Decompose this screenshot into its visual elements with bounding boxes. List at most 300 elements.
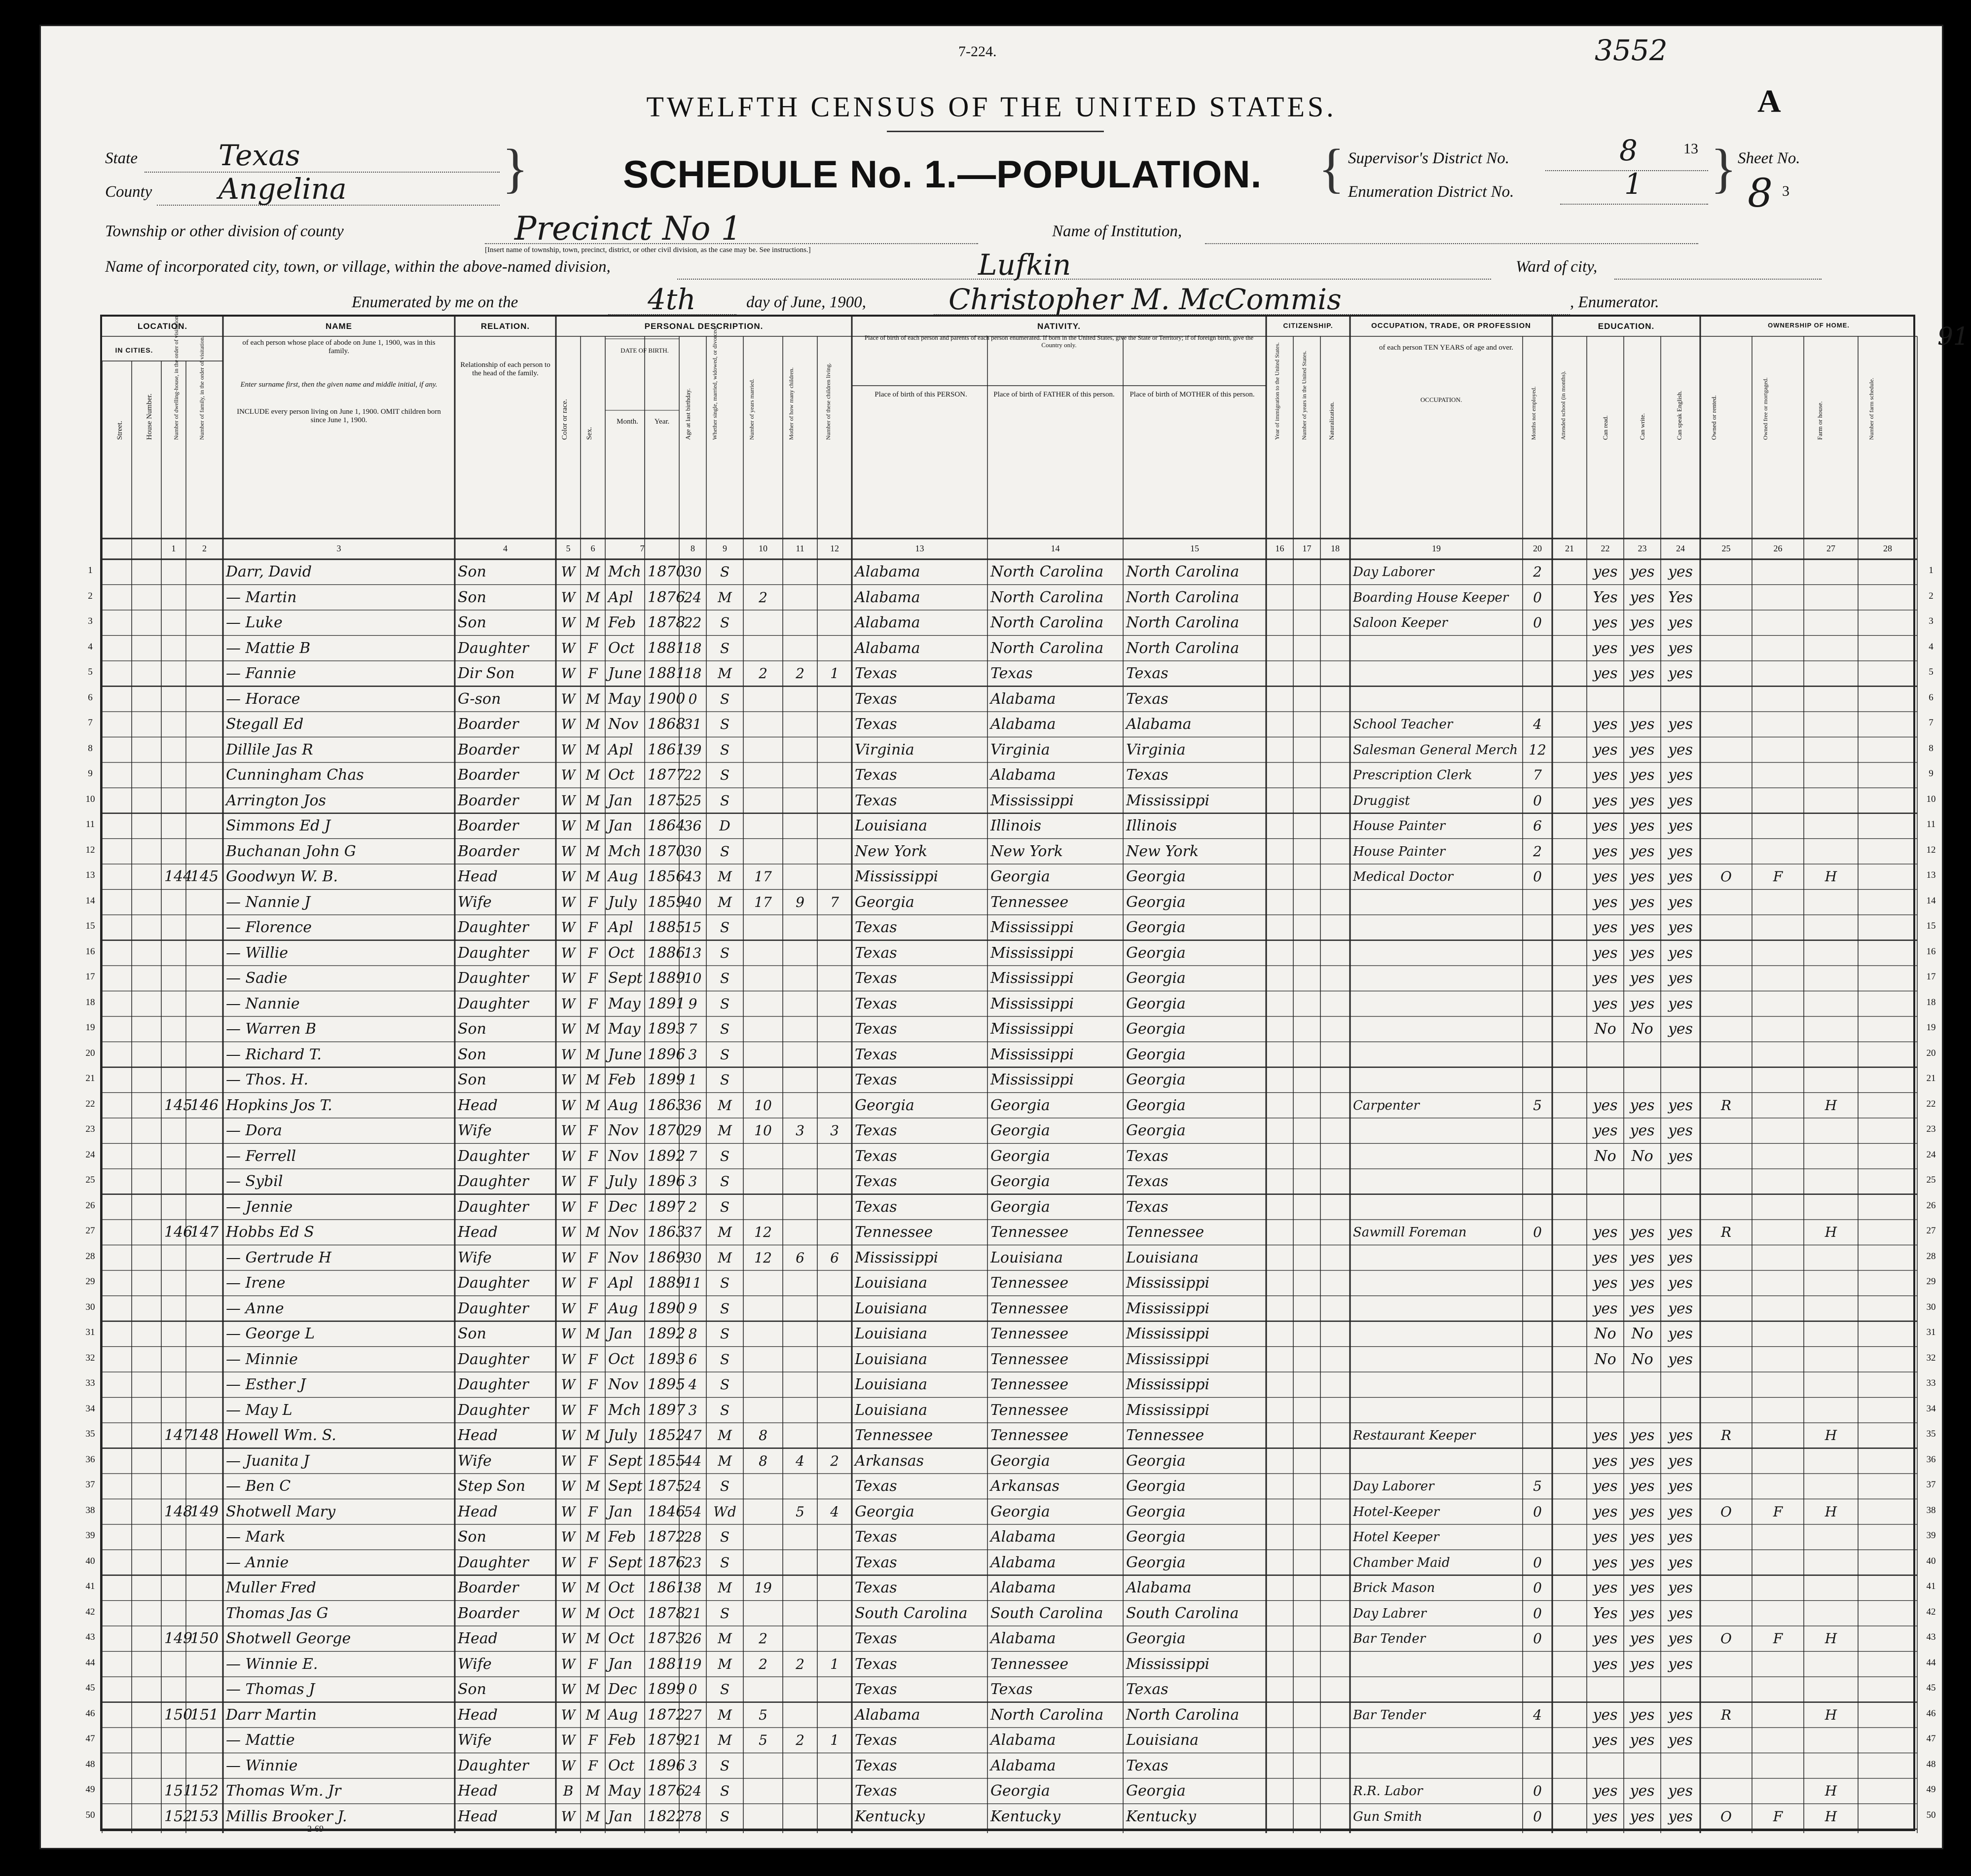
family-number: 151: [190, 1706, 219, 1724]
can-read: yes: [1593, 970, 1618, 987]
relation: Daughter: [458, 944, 529, 962]
birthplace-father: Mississippi: [990, 1020, 1074, 1038]
row-number: 50: [85, 1809, 95, 1820]
person-name: — Winnie: [226, 1757, 298, 1774]
color: W: [561, 1452, 576, 1469]
footer-code: 2-69: [307, 1824, 324, 1834]
birth-year: 1890: [648, 1299, 686, 1317]
birth-year: 1891: [648, 995, 686, 1012]
birthplace-father: Alabama: [990, 716, 1056, 733]
family-number: 147: [190, 1224, 219, 1241]
marital-status: S: [720, 1021, 730, 1037]
occupation: Medical Doctor: [1353, 869, 1454, 884]
marital-status: S: [720, 640, 730, 656]
marital-status: M: [718, 1097, 732, 1114]
can-read: yes: [1593, 944, 1618, 962]
age: 54: [684, 1503, 702, 1520]
years-married: 10: [754, 1097, 772, 1114]
row-number-right: 50: [1926, 1809, 1936, 1820]
row-number: 12: [85, 844, 95, 855]
birthplace-person: Texas: [855, 1782, 897, 1800]
column-number: 25: [1721, 543, 1731, 553]
row-number: 3: [88, 616, 93, 626]
row-number-right: 18: [1926, 997, 1936, 1008]
birthplace-father: Georgia: [990, 1147, 1050, 1165]
birthplace-father: Arkansas: [990, 1478, 1060, 1495]
children-living: 6: [830, 1249, 839, 1266]
hdr-relation-desc: Relationship of each person to the head of the family.: [460, 361, 550, 377]
birthplace-father: Mississippi: [990, 792, 1074, 809]
sex: F: [588, 1503, 598, 1520]
row-number: 17: [85, 972, 95, 982]
sex: F: [588, 995, 598, 1012]
can-write: yes: [1630, 1122, 1655, 1139]
marital-status: S: [720, 1148, 730, 1164]
hdr-years-married: Number of years married.: [748, 379, 755, 440]
can-write: yes: [1630, 588, 1655, 606]
can-write: yes: [1630, 1096, 1655, 1114]
birth-month: May: [608, 690, 641, 708]
age: 31: [684, 716, 702, 732]
birth-year: 1856: [648, 868, 686, 885]
color: W: [561, 1376, 576, 1393]
birth-month: May: [608, 1782, 641, 1800]
farm-house: H: [1825, 1808, 1837, 1825]
birth-year: 1878: [648, 1604, 686, 1622]
color: W: [561, 1478, 576, 1494]
can-read: yes: [1593, 817, 1618, 834]
birth-month: Nov: [608, 1122, 639, 1139]
birth-year: 1875: [648, 1478, 686, 1495]
can-speak: yes: [1668, 1452, 1693, 1470]
can-read: Yes: [1593, 588, 1618, 606]
supervisor-value: 8: [1619, 134, 1638, 167]
row-number: 45: [85, 1683, 95, 1693]
birth-year: 1846: [648, 1503, 686, 1520]
city-line: [677, 279, 1491, 280]
can-read: yes: [1593, 1782, 1618, 1800]
can-read: yes: [1593, 716, 1618, 733]
can-read: yes: [1593, 563, 1618, 580]
can-read: yes: [1593, 919, 1618, 936]
sex: M: [585, 614, 600, 631]
person-name: — Ferrell: [226, 1147, 296, 1165]
birth-month: Sept: [608, 1553, 643, 1571]
row-number: 1: [88, 565, 93, 576]
birth-month: July: [608, 1173, 637, 1190]
person-name: Hobbs Ed S: [226, 1224, 314, 1241]
person-name: Darr, David: [226, 563, 312, 580]
color: W: [561, 1275, 576, 1291]
occupation: Day Labrer: [1353, 1606, 1426, 1621]
sex: F: [588, 1376, 598, 1393]
birthplace-father: Georgia: [990, 1452, 1050, 1470]
sex: F: [588, 1198, 598, 1215]
birthplace-person: New York: [855, 842, 927, 860]
birthplace-father: Illinois: [990, 817, 1042, 834]
relation: Wife: [458, 1122, 492, 1139]
row-number-right: 32: [1926, 1352, 1936, 1363]
marital-status: S: [720, 1376, 730, 1393]
sex: F: [588, 665, 598, 682]
marital-status: S: [720, 919, 730, 936]
marital-status: S: [720, 1605, 730, 1622]
hdr-marital: Whether single, married, widowed, or divorced.: [711, 326, 718, 440]
birth-month: Apl: [608, 588, 633, 606]
marital-status: S: [720, 944, 730, 961]
birthplace-father: Alabama: [990, 690, 1056, 708]
birthplace-father: Mississippi: [990, 995, 1074, 1012]
row-number: 34: [85, 1403, 95, 1414]
birth-month: Jan: [608, 1807, 633, 1825]
can-speak: Yes: [1668, 588, 1693, 606]
can-read: yes: [1593, 995, 1618, 1012]
marital-status: S: [720, 970, 730, 986]
age: 47: [684, 1427, 702, 1443]
mother-of: 4: [796, 1452, 804, 1469]
months-unemployed: 0: [1533, 1580, 1542, 1596]
hdr-owned-rented: Owned or rented.: [1710, 395, 1717, 440]
birthplace-mother: Mississippi: [1126, 1325, 1210, 1342]
birth-month: Oct: [608, 1350, 635, 1368]
birthplace-person: Kentucky: [855, 1807, 925, 1825]
row-number-right: 27: [1926, 1226, 1936, 1236]
can-read: Yes: [1593, 1604, 1618, 1622]
birth-month: Apl: [608, 919, 633, 936]
birthplace-person: Texas: [855, 665, 897, 682]
relation: Wife: [458, 1452, 492, 1470]
birthplace-mother: Georgia: [1126, 1071, 1186, 1088]
supervisor-extra: 13: [1683, 141, 1698, 157]
sex: F: [588, 919, 598, 936]
marital-status: S: [720, 1351, 730, 1368]
birthplace-mother: Texas: [1126, 766, 1168, 784]
institution-label: Name of Institution,: [1052, 222, 1182, 240]
row-number-right: 7: [1929, 718, 1934, 728]
can-speak: yes: [1668, 1096, 1693, 1114]
birthplace-mother: Tennessee: [1126, 1427, 1204, 1444]
birth-month: Oct: [608, 1579, 635, 1596]
color: B: [563, 1783, 574, 1799]
birthplace-person: Texas: [855, 970, 897, 987]
relation: Head: [458, 1807, 498, 1825]
birthplace-mother: Georgia: [1126, 995, 1186, 1012]
relation: Boarder: [458, 1604, 519, 1622]
birthplace-mother: Georgia: [1126, 1122, 1186, 1139]
can-write: yes: [1630, 1782, 1655, 1800]
birthplace-father: South Carolina: [990, 1604, 1103, 1622]
person-name: Shotwell George: [226, 1630, 351, 1647]
marital-status: S: [720, 1783, 730, 1799]
age: 26: [684, 1630, 702, 1647]
relation: Daughter: [458, 1401, 529, 1419]
years-married: 17: [754, 894, 772, 910]
age: 2: [688, 1198, 697, 1215]
birthplace-mother: New York: [1126, 842, 1199, 860]
color: W: [561, 1554, 576, 1571]
row-number-right: 1: [1929, 565, 1934, 576]
birth-year: 1879: [648, 1732, 686, 1749]
children-living: 4: [830, 1503, 839, 1520]
row-number: 25: [85, 1175, 95, 1185]
relation: Head: [458, 868, 498, 885]
can-write: yes: [1630, 1274, 1655, 1292]
can-write: yes: [1630, 716, 1655, 733]
birthplace-person: Louisiana: [855, 1299, 927, 1317]
birthplace-father: Texas: [990, 665, 1033, 682]
birthplace-father: Tennessee: [990, 1350, 1069, 1368]
birth-month: Aug: [608, 1706, 638, 1724]
sex: M: [585, 868, 600, 885]
relation: Head: [458, 1503, 498, 1520]
person-name: — Ben C: [226, 1478, 291, 1495]
column-number: 2: [202, 543, 207, 553]
marital-status: M: [718, 1580, 732, 1596]
can-speak: yes: [1668, 1630, 1693, 1647]
marital-status: S: [720, 1275, 730, 1291]
dwelling-number: 151: [164, 1782, 193, 1800]
age: 11: [684, 1275, 702, 1291]
can-speak: yes: [1668, 563, 1693, 580]
age: 21: [684, 1605, 702, 1622]
occupation: Brick Mason: [1353, 1581, 1435, 1595]
birth-month: Aug: [608, 1096, 638, 1114]
relation: Wife: [458, 1732, 492, 1749]
birthplace-person: Louisiana: [855, 1325, 927, 1342]
row-number-right: 45: [1926, 1683, 1936, 1693]
row-number-right: 16: [1926, 946, 1936, 957]
birthplace-person: Texas: [855, 1147, 897, 1165]
row-number-right: 47: [1926, 1733, 1936, 1744]
birthplace-mother: Georgia: [1126, 1452, 1186, 1470]
hdr-age: Age at last birthday.: [684, 388, 692, 440]
birthplace-father: Tennessee: [990, 1376, 1069, 1393]
can-read: yes: [1593, 868, 1618, 885]
column-number: 27: [1826, 543, 1835, 553]
marital-status: M: [718, 1656, 732, 1672]
row-number-right: 26: [1926, 1200, 1936, 1211]
years-married: 2: [759, 1630, 767, 1647]
mother-of: 2: [796, 1656, 804, 1672]
state-value: Texas: [219, 139, 300, 172]
can-write: yes: [1630, 1478, 1655, 1495]
birth-year: 1870: [648, 563, 686, 580]
can-speak: yes: [1668, 1325, 1693, 1342]
birth-month: May: [608, 995, 641, 1012]
marital-status: S: [720, 564, 730, 580]
birthplace-mother: Mississippi: [1126, 1299, 1210, 1317]
column-number: 8: [691, 543, 695, 553]
township-value: Precinct No 1: [514, 210, 742, 248]
relation: Daughter: [458, 1376, 529, 1393]
sex: M: [585, 1681, 600, 1697]
can-read: No: [1594, 1350, 1616, 1368]
page-number: 3552: [1595, 34, 1668, 67]
row-number-right: 28: [1926, 1251, 1936, 1262]
title-rule: [887, 131, 1104, 132]
enumerated-mid: day of June, 1900,: [746, 293, 866, 311]
age: 18: [684, 640, 702, 656]
birthplace-mother: Georgia: [1126, 868, 1186, 885]
color: W: [561, 1630, 576, 1647]
birthplace-father: Georgia: [990, 1198, 1050, 1216]
color: W: [561, 1224, 576, 1240]
birthplace-mother: Texas: [1126, 1757, 1168, 1774]
color: W: [561, 1427, 576, 1443]
age: 44: [684, 1452, 702, 1469]
age: 30: [684, 564, 702, 580]
birthplace-person: Louisiana: [855, 817, 927, 834]
person-name: — Annie: [226, 1553, 289, 1571]
birth-year: 1896: [648, 1757, 686, 1774]
birthplace-father: Alabama: [990, 1528, 1056, 1546]
months-unemployed: 0: [1533, 1783, 1542, 1799]
birth-month: Mch: [608, 842, 641, 860]
row-number-right: 12: [1926, 844, 1936, 855]
can-write: yes: [1630, 1249, 1655, 1266]
can-read: yes: [1593, 1096, 1618, 1114]
birth-month: Sept: [608, 1452, 643, 1470]
hdr-house-number: House Number.: [146, 393, 153, 440]
can-read: yes: [1593, 1122, 1618, 1139]
can-read: yes: [1593, 614, 1618, 631]
sex: F: [588, 1275, 598, 1291]
birth-month: Oct: [608, 766, 635, 784]
birthplace-person: Virginia: [855, 741, 914, 758]
age: 13: [684, 944, 702, 961]
person-name: Howell Wm. S.: [226, 1427, 336, 1444]
sex: M: [585, 716, 600, 732]
person-name: — Nannie: [226, 995, 300, 1012]
can-write: yes: [1630, 1528, 1655, 1546]
marital-status: S: [720, 1808, 730, 1825]
city-label: Name of incorporated city, town, or village, within the above-named division,: [105, 258, 611, 276]
occupation: Day Laborer: [1353, 565, 1434, 579]
color: W: [561, 640, 576, 656]
age: 19: [684, 1656, 702, 1672]
birthplace-mother: Illinois: [1126, 817, 1177, 834]
birth-year: 1864: [648, 817, 686, 834]
column-number: 24: [1676, 543, 1685, 553]
can-speak: yes: [1668, 1478, 1693, 1495]
birth-month: Feb: [608, 1071, 636, 1088]
row-number: 30: [85, 1301, 95, 1312]
relation: Boarder: [458, 716, 519, 733]
marital-status: M: [718, 1732, 732, 1748]
color: W: [561, 919, 576, 936]
column-number: 1: [171, 543, 176, 553]
row-number: 5: [88, 667, 93, 677]
marital-status: S: [720, 1326, 730, 1342]
row-number: 2: [88, 590, 93, 601]
age: 6: [688, 1351, 697, 1368]
birth-year: 1876: [648, 588, 686, 606]
column-number: 12: [830, 543, 839, 553]
person-name: — Sybil: [226, 1173, 283, 1190]
birthplace-person: Tennessee: [855, 1427, 933, 1444]
birth-month: Oct: [608, 1604, 635, 1622]
free-mortgaged: F: [1773, 1630, 1783, 1647]
marital-status: S: [720, 614, 730, 631]
occupation: Day Laborer: [1353, 1479, 1434, 1494]
age: 3: [688, 1173, 697, 1190]
person-name: — Esther J: [226, 1376, 306, 1393]
birthplace-person: Texas: [855, 995, 897, 1012]
column-number: 6: [590, 543, 595, 553]
owned-rented: R: [1720, 1706, 1732, 1723]
color: W: [561, 843, 576, 860]
color: W: [561, 589, 576, 606]
row-number: 31: [85, 1327, 95, 1337]
can-write: yes: [1630, 766, 1655, 784]
hdr-birth-person: Place of birth of this PERSON.: [875, 391, 967, 398]
color: W: [561, 1351, 576, 1368]
sex: M: [585, 1808, 600, 1825]
can-write: yes: [1630, 868, 1655, 885]
relation: Head: [458, 1096, 498, 1114]
person-name: — Mark: [226, 1528, 286, 1546]
years-married: 10: [754, 1122, 772, 1139]
row-number: 18: [85, 997, 95, 1008]
column-number: 15: [1190, 543, 1199, 553]
row-number: 10: [85, 794, 95, 804]
can-write: No: [1631, 1147, 1653, 1165]
color: W: [561, 818, 576, 834]
birthplace-person: Alabama: [855, 1706, 920, 1724]
birthplace-mother: Georgia: [1126, 1046, 1186, 1063]
birthplace-father: Georgia: [990, 1173, 1050, 1190]
marital-status: S: [720, 1529, 730, 1545]
relation: Boarder: [458, 817, 519, 834]
can-speak: yes: [1668, 1122, 1693, 1139]
birthplace-person: Texas: [855, 1681, 897, 1698]
age: 4: [688, 1376, 697, 1393]
sex: M: [585, 1478, 600, 1494]
row-number: 38: [85, 1505, 95, 1515]
hdr-birth-mother: Place of birth of MOTHER of this person.: [1130, 391, 1255, 398]
birth-year: 1881: [648, 1655, 686, 1673]
relation: Dir Son: [458, 665, 515, 682]
birth-month: Nov: [608, 716, 639, 733]
birth-year: 1872: [648, 1706, 686, 1724]
hdr-farm-house: Farm or house.: [1816, 401, 1824, 440]
age: 15: [684, 919, 702, 936]
marital-status: S: [720, 716, 730, 732]
birthplace-father: Alabama: [990, 1732, 1056, 1749]
birth-year: 1863: [648, 1224, 686, 1241]
relation: Son: [458, 588, 486, 606]
relation: Boarder: [458, 741, 519, 758]
row-number: 40: [85, 1555, 95, 1566]
birthplace-mother: Mississippi: [1126, 1401, 1210, 1419]
birthplace-father: Tennessee: [990, 1274, 1069, 1292]
family-number: 146: [190, 1096, 219, 1114]
can-speak: yes: [1668, 1427, 1693, 1444]
hdr-year-immigration: Year of immigration to the United States.: [1274, 342, 1280, 440]
birthplace-father: Kentucky: [990, 1807, 1060, 1825]
can-write: yes: [1630, 817, 1655, 834]
hdr-naturalization: Naturalization.: [1328, 401, 1335, 440]
color: W: [561, 1503, 576, 1520]
sex: M: [585, 1224, 600, 1240]
column-number: 11: [796, 543, 804, 553]
birth-month: Apl: [608, 741, 633, 758]
marital-status: S: [720, 690, 730, 707]
row-number: 9: [88, 768, 93, 779]
column-number: 13: [915, 543, 924, 553]
months-unemployed: 0: [1533, 1605, 1542, 1622]
children-living: 2: [830, 1452, 839, 1469]
